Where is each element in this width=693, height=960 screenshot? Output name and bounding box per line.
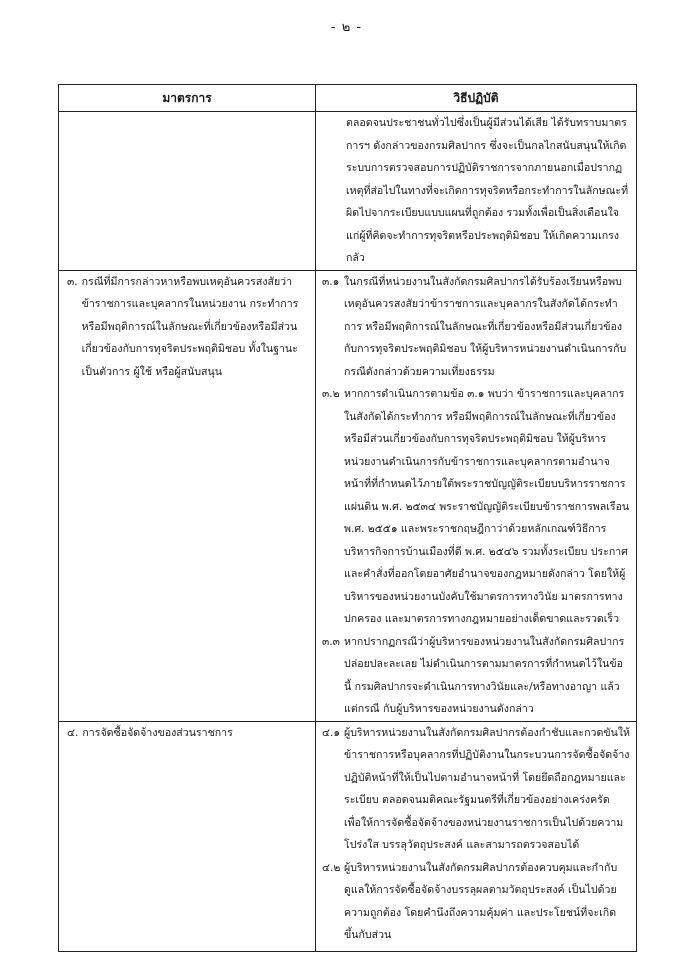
procedure-text: ผู้บริหารหน่วยงานในสังกัดกรมศิลปากรต้องควบคุมและกำกับดูแลให้การจัดซื้อจัดจ้างบรรลุผลตามวัตถุประสงค์ เป็นไปด้วยความถูกต้อง โดยคำนึงถึงความคุ้มค่า และประโยชน์ที่จะเกิดขึ้นกับส่วน [344, 861, 618, 941]
measure-cell [59, 721, 316, 951]
procedure-cell [316, 112, 637, 271]
procedure-item [322, 631, 630, 721]
procedure-item [322, 722, 630, 857]
procedure-number: ๓.๒ [322, 388, 340, 400]
measure-text: การจัดซื้อจัดจ้างของส่วนราชการ [82, 726, 233, 739]
procedure-number: ๓.๓ [322, 635, 340, 648]
header-measures: มาตรการ [59, 85, 316, 112]
procedure-item [322, 383, 630, 631]
measure-number: ๔. [67, 726, 79, 739]
measure-item [67, 722, 309, 745]
procedure-text: ผู้บริหารหน่วยงานในสังกัดกรมศิลปากรต้องกำชับและกวดขันให้ข้าราชการหรือบุคลากรที่ปฏิบัติงานในกระบวนการจัดซื้อจัดจ้าง ปฏิบัติหน้าที่ให้เป็นไปตามอำนาจหน้าที่ โดยยึดถือกฎหมายและระเบียบ ตลอดจนมติคณะรัฐมนตรีที่เกี่ยวข้องอย่างเคร่งครัด เพื่อให้การจัดซื้อจัดจ้างของหน่วยงานราชการเป็นไปด้วยความโปร่งใส บรรลุวัตถุประสงค์ และสามารถตรวจสอบได้ [344, 726, 631, 851]
procedure-number: ๔.๑ [322, 726, 341, 739]
table-row [59, 721, 637, 951]
header-procedures: วิธีปฏิบัติ [316, 85, 637, 112]
procedure-text: ในกรณีที่หน่วยงานในสังกัดกรมศิลปากรได้รับร้องเรียนหรือพบเหตุอันควรสงสัยว่าข้าราชการและบุคลากรในสังกัดได้กระทำการ หรือมีพฤติการณ์ในลักษณะที่เกี่ยวข้องหรือมีส่วนเกี่ยวข้องกับการทุจริตประพฤติมิชอบ ให้ผู้บริหารหน่วยงานดำเนินการกับกรณีดังกล่าวด้วยความเที่ยงธรรม [344, 275, 627, 378]
measure-cell [59, 112, 316, 271]
page-number: - ๒ - [330, 20, 363, 35]
procedure-cell [316, 270, 637, 721]
procedure-text: หากการดำเนินการตามข้อ ๓.๑ พบว่า ข้าราชการและบุคลากรในสังกัดได้กระทำการ หรือมีพฤติการณ์ในลักษณะที่เกี่ยวข้องหรือมีส่วนเกี่ยวข้องกับการทุจริตประพฤติมิชอบ ให้ผู้บริหารหน่วยงานดำเนินการกับข้าราชการและบุคลากรตามอำนาจหน้าที่ที่กำหนดไว้ภายใต้พระราชบัญญัติระเบียบบริหารราชการแผ่นดิน พ.ศ. ๒๕๓๔ พระราชบัญญัติระเบียบข้าราชการพลเรือน พ.ศ. ๒๕๕๑ และพระราชกฤษฎีกาว่าด้วยหลักเกณฑ์วิธีการบริหารกิจการบ้านเมืองที่ดี พ.ศ. ๒๕๔๖ รวมทั้งระเบียบ ประกาศ และคำสั่งที่ออกโดยอาศัยอำนาจของกฎหมายดังกล่าว โดยให้ผู้บริหารของหน่วยงานบังคับใช้มาตรการทางวินัย มาตรการทางปกครอง และมาตรการทางกฎหมายอย่างเด็ดขาดและรวดเร็ว [344, 388, 630, 625]
procedure-number: ๔.๒ [322, 861, 341, 874]
measure-text: กรณีที่มีการกล่าวหาหรือพบเหตุอันควรสงสัยว่าข้าราชการและบุคลากรในหน่วยงาน กระทำการหรือมีพฤติการณ์ในลักษณะที่เกี่ยวข้องหรือมีส่วนเกี่ยวข้องกับการทุจริตประพฤติมิชอบ ทั้งในฐานะเป็นตัวการ ผู้ใช้ หรือผู้สนับสนุน [81, 275, 299, 378]
procedure-cell [316, 721, 637, 951]
procedure-item [322, 271, 630, 384]
measure-item [67, 271, 309, 384]
procedure-number: ๓.๑ [322, 275, 340, 288]
table-header-row [59, 85, 637, 112]
procedure-text: ตลอดจนประชาชนทั่วไปซึ่งเป็นผู้มีส่วนได้เสีย ได้รับทราบมาตรการฯ ดังกล่าวของกรมศิลปากร ซึ่งจะเป็นกลไกสนับสนุนให้เกิดระบบการตรวจสอบการปฏิบัติราชการจากภายนอกเมื่อปรากฏเหตุที่ส่อไปในทางที่จะเกิดการทุจริตหรือกระทำการในลักษณะที่ผิดไปจากระเบียบแบบแผนที่ถูกต้อง รวมทั้งเพื่อเป็นสิ่งเตือนใจแก่ผู้ที่คิดจะทำการทุจริตหรือประพฤติมิชอบ ให้เกิดความเกรงกลัว [346, 117, 629, 264]
measures-table [58, 84, 637, 952]
measure-cell [59, 270, 316, 721]
table-row [59, 270, 637, 721]
procedure-item [322, 857, 630, 947]
table-row [59, 112, 637, 271]
measure-number: ๓. [67, 275, 78, 288]
procedure-text: หากปรากฏกรณีว่าผู้บริหารของหน่วยงานในสังกัดกรมศิลปากรปล่อยปละละเลย ไม่ดำเนินการตามมาตรการที่กำหนดไว้ในข้อนี้ กรมศิลปากรจะดำเนินการทางวินัยและ/หรือทางอาญา แล้วแต่กรณี กับผู้บริหารของหน่วยงานดังกล่าว [344, 635, 625, 715]
